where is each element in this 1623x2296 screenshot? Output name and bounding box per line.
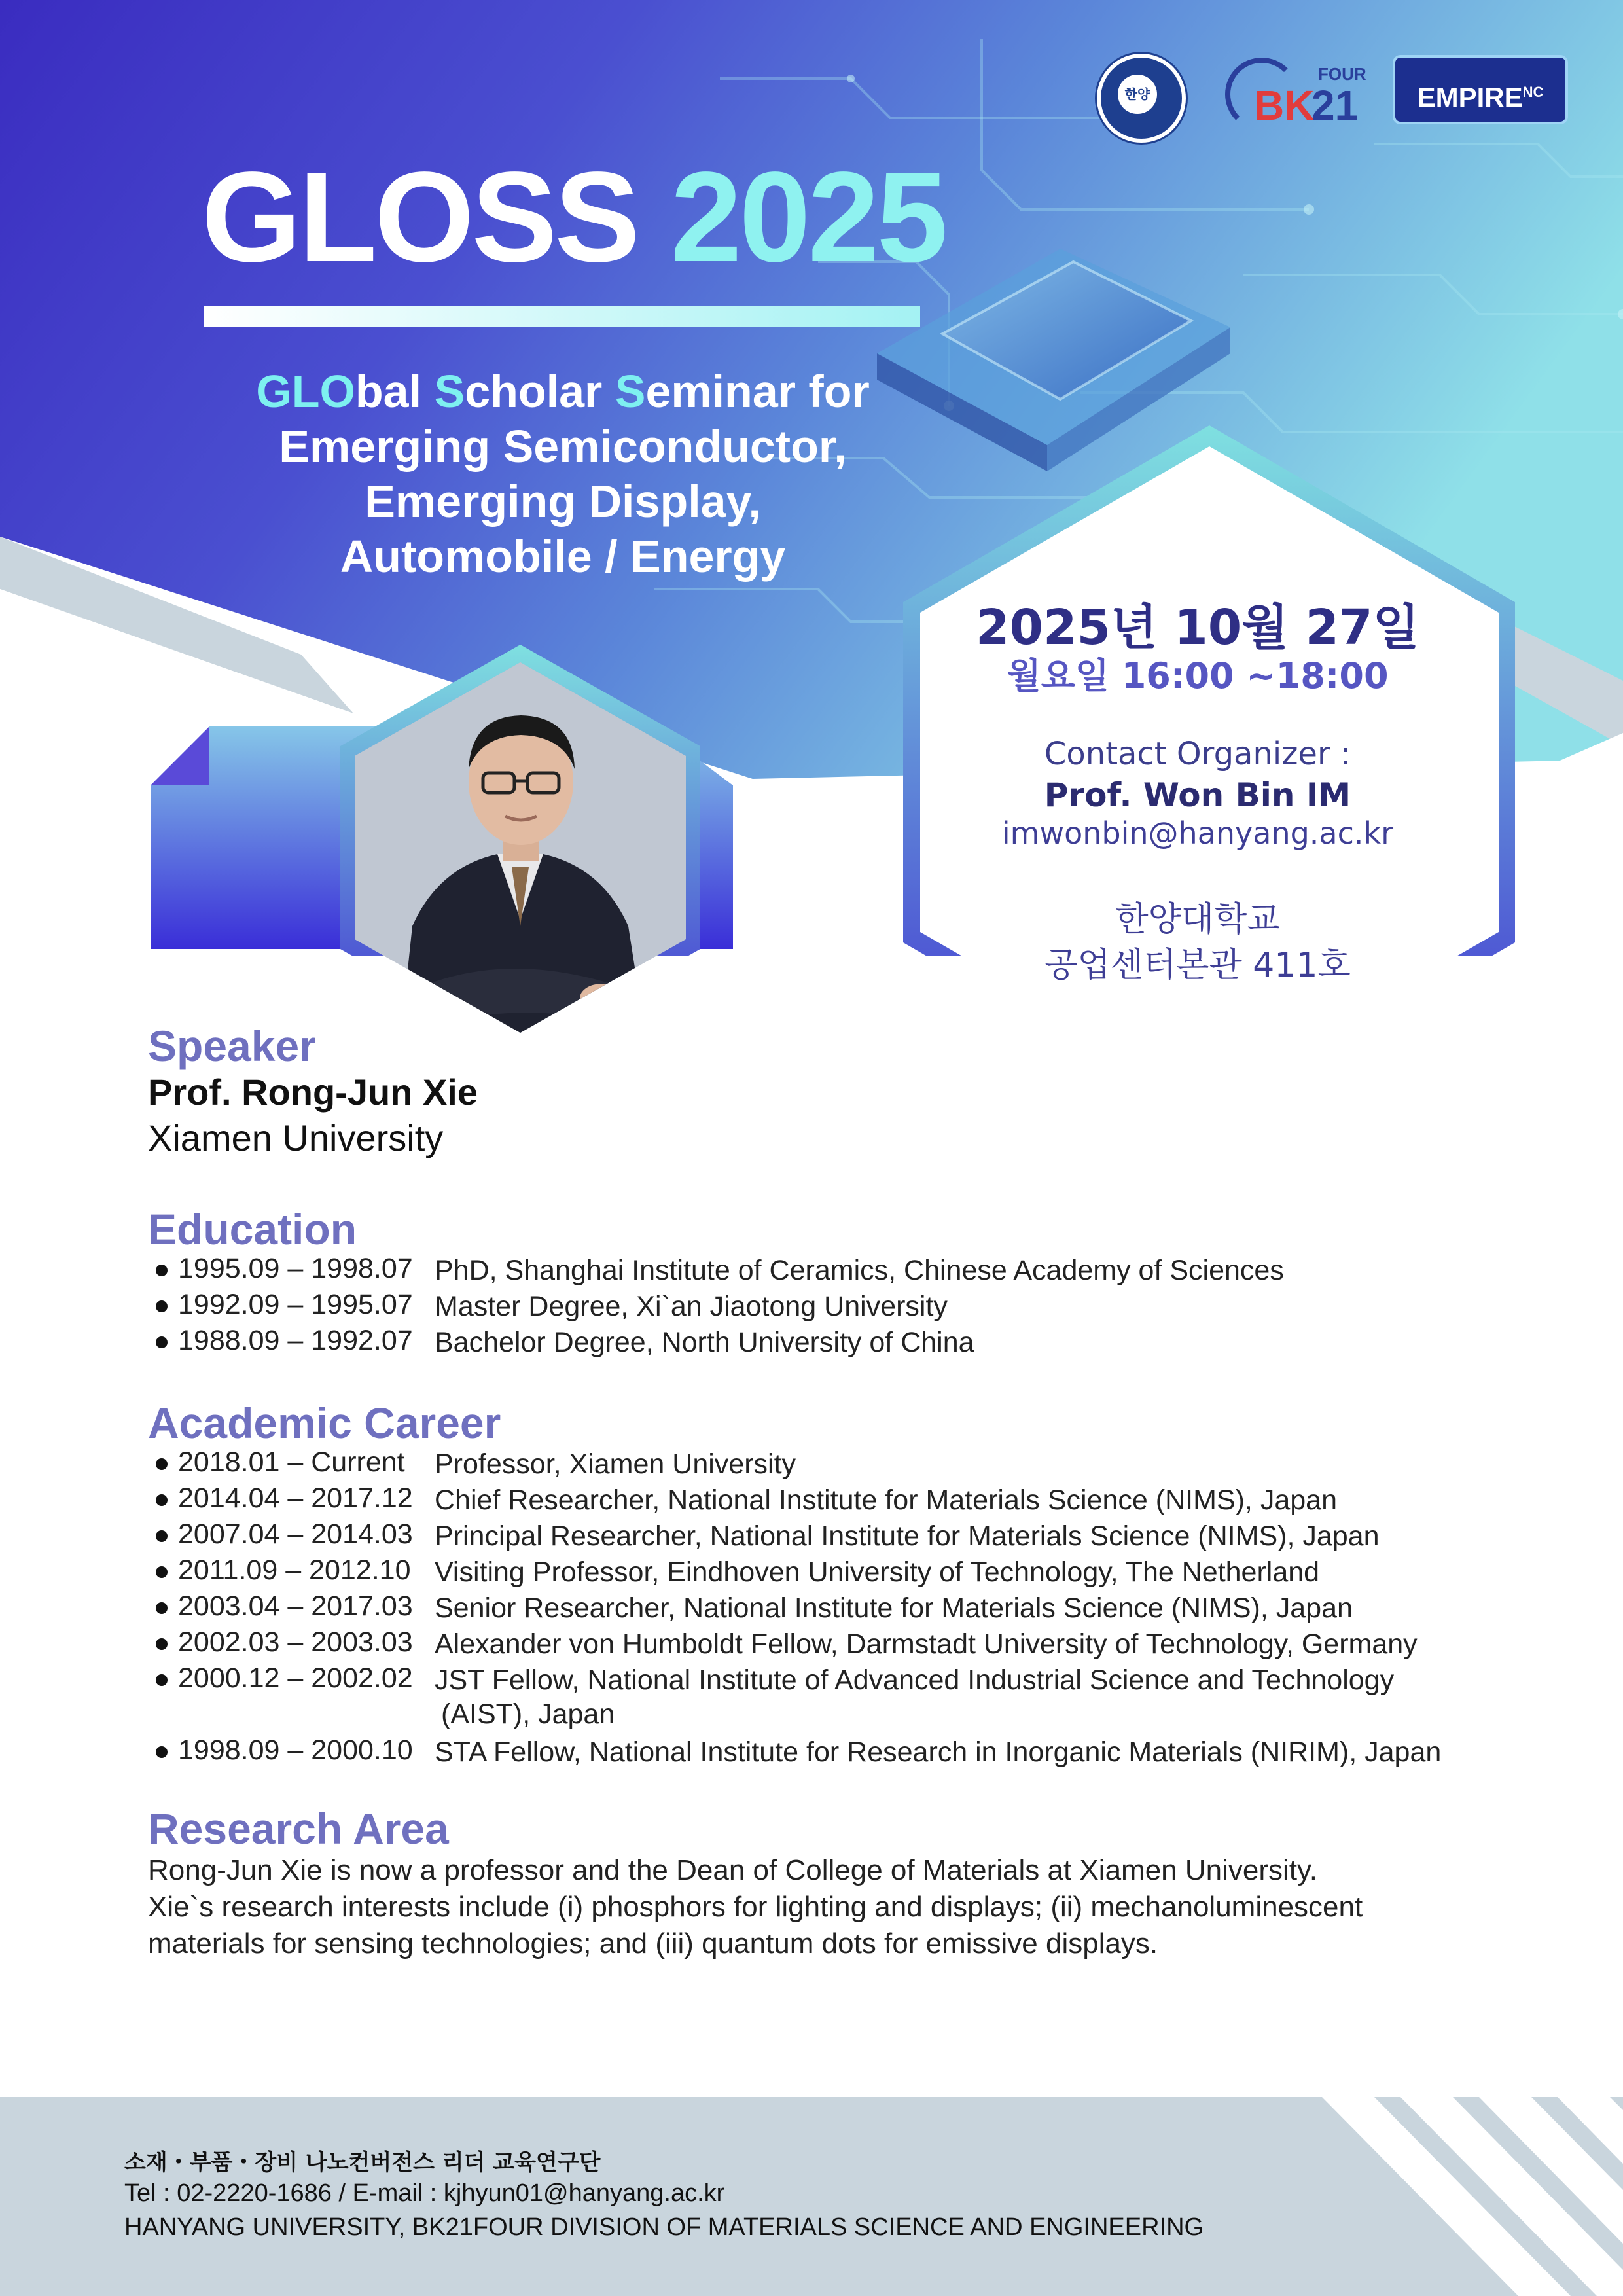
item-date: 1988.09 – 1992.07 bbox=[178, 1325, 413, 1356]
subtitle-line-4: Automobile / Energy bbox=[340, 531, 786, 582]
item-desc: Chief Researcher, National Institute for Materials Science (NIMS), Japan bbox=[435, 1484, 1337, 1516]
bullet-icon bbox=[156, 1458, 168, 1470]
list-item bbox=[152, 1518, 1605, 1554]
subtitle-highlight: GLO bbox=[256, 366, 355, 417]
bullet-icon bbox=[156, 1638, 168, 1650]
research-line-2: Xie`s research interests include (i) phosphors for lighting and displays; (ii) mechanoluminescent bbox=[148, 1891, 1363, 1923]
bullet-icon bbox=[156, 1265, 168, 1276]
event-title bbox=[202, 145, 946, 289]
research-description bbox=[148, 1852, 1601, 1962]
career-heading: Academic Career bbox=[148, 1399, 501, 1447]
contact-email: imwonbin@hanyang.ac.kr bbox=[1001, 816, 1394, 851]
item-desc: PhD, Shanghai Institute of Ceramics, Chinese Academy of Sciences bbox=[435, 1255, 1284, 1286]
item-date: 2003.04 – 2017.03 bbox=[178, 1590, 413, 1622]
item-date: 1995.09 – 1998.07 bbox=[178, 1253, 413, 1284]
item-date: 2000.12 – 2002.02 bbox=[178, 1662, 413, 1694]
item-date: 2018.01 – Current bbox=[178, 1446, 405, 1478]
career-list bbox=[152, 1446, 1605, 1770]
subtitle-line-1 bbox=[183, 364, 942, 419]
speaker-heading: Speaker bbox=[148, 1022, 316, 1070]
event-subtitle bbox=[183, 364, 942, 584]
research-line-3: materials for sensing technologies; and (iii) quantum dots for emissive displays. bbox=[148, 1928, 1158, 1960]
empire-nc-logo bbox=[1393, 55, 1568, 124]
bk21-four-text: FOUR bbox=[1318, 64, 1366, 84]
venue-line-2: 공업센터본관 411호 bbox=[1044, 946, 1351, 985]
list-item bbox=[152, 1554, 1605, 1590]
education-list bbox=[152, 1253, 1605, 1361]
item-desc: Bachelor Degree, North University of China bbox=[435, 1327, 974, 1358]
title-underline bbox=[204, 306, 920, 327]
list-item bbox=[152, 1325, 1605, 1361]
event-date: 2025년 10월 27일 bbox=[976, 600, 1419, 656]
bk21-bk-text: BK bbox=[1254, 82, 1315, 129]
empire-sup: NC bbox=[1522, 84, 1544, 100]
list-item bbox=[152, 1482, 1605, 1518]
item-desc: Master Degree, Xi`an Jiaotong University bbox=[435, 1291, 948, 1322]
list-item bbox=[152, 1253, 1605, 1289]
bullet-icon bbox=[156, 1674, 168, 1686]
bullet-icon bbox=[156, 1566, 168, 1578]
title-word-gloss: GLOSS bbox=[202, 145, 638, 289]
footer-organization: 소재・부품・장비 나노컨버전스 리더 교육연구단 bbox=[124, 2149, 601, 2176]
bullet-icon bbox=[156, 1494, 168, 1506]
education-heading: Education bbox=[148, 1205, 357, 1253]
contact-name: Prof. Won Bin IM bbox=[1044, 776, 1351, 814]
speaker-portrait bbox=[340, 645, 700, 1050]
bullet-icon bbox=[156, 1746, 168, 1758]
item-date: 1992.09 – 1995.07 bbox=[178, 1289, 413, 1320]
item-desc: JST Fellow, National Institute of Advanced Industrial Science and Technology bbox=[435, 1664, 1395, 1696]
item-date: 2002.03 – 2003.03 bbox=[178, 1626, 413, 1658]
subtitle-text: bal bbox=[355, 366, 435, 417]
bullet-icon bbox=[156, 1602, 168, 1614]
item-desc: Principal Researcher, National Institute for Materials Science (NIMS), Japan bbox=[435, 1520, 1380, 1552]
list-item bbox=[152, 1734, 1605, 1770]
research-heading: Research Area bbox=[148, 1804, 449, 1853]
item-desc: STA Fellow, National Institute for Research in Inorganic Materials (NIRIM), Japan bbox=[435, 1736, 1442, 1768]
bk21-four-logo bbox=[1219, 52, 1366, 131]
list-item bbox=[152, 1626, 1605, 1662]
bullet-icon bbox=[156, 1530, 168, 1542]
list-item bbox=[152, 1590, 1605, 1626]
subtitle-text: cholar bbox=[465, 366, 615, 417]
contact-label: Contact Organizer : bbox=[1044, 736, 1351, 772]
bullet-icon bbox=[156, 1336, 168, 1348]
footer-contact: Tel : 02-2220-1686 / E-mail : kjhyun01@hanyang.ac.kr bbox=[124, 2179, 725, 2207]
item-desc-continued: (AIST), Japan bbox=[441, 1698, 615, 1730]
item-date: 2011.09 – 2012.10 bbox=[178, 1554, 411, 1586]
speaker-name: Prof. Rong-Jun Xie bbox=[148, 1071, 478, 1113]
list-item bbox=[152, 1289, 1605, 1325]
subtitle-line-2: Emerging Semiconductor, bbox=[279, 421, 847, 472]
speaker-affiliation: Xiamen University bbox=[148, 1117, 444, 1158]
item-desc: Visiting Professor, Eindhoven University of Technology, The Netherland bbox=[435, 1556, 1320, 1588]
subtitle-line-3: Emerging Display, bbox=[365, 476, 761, 527]
list-item bbox=[152, 1446, 1605, 1482]
event-time: 월요일 16:00 ~18:00 bbox=[1007, 655, 1389, 696]
item-date: 2007.04 – 2014.03 bbox=[178, 1518, 413, 1550]
research-line-1: Rong-Jun Xie is now a professor and the Dean of College of Materials at Xiamen University. bbox=[148, 1854, 1317, 1886]
subtitle-text: eminar for bbox=[645, 366, 870, 417]
list-item bbox=[152, 1662, 1605, 1734]
item-desc: Senior Researcher, National Institute for Materials Science (NIMS), Japan bbox=[435, 1592, 1353, 1624]
bullet-icon bbox=[156, 1300, 168, 1312]
subtitle-highlight: S bbox=[615, 366, 646, 417]
title-word-year: 2025 bbox=[670, 145, 946, 289]
venue-line-1: 한양대학교 bbox=[1115, 900, 1280, 939]
empire-label: EMPIRE bbox=[1417, 82, 1523, 113]
item-desc: Alexander von Humboldt Fellow, Darmstadt University of Technology, Germany bbox=[435, 1628, 1418, 1660]
footer-department: HANYANG UNIVERSITY, BK21FOUR DIVISION OF MATERIALS SCIENCE AND ENGINEERING bbox=[124, 2214, 1204, 2241]
seal-text: 한양 bbox=[1118, 75, 1157, 114]
item-desc: Professor, Xiamen University bbox=[435, 1448, 796, 1480]
bk21-number-text: 21 bbox=[1311, 82, 1359, 129]
hanyang-university-seal-logo bbox=[1097, 54, 1186, 143]
item-date: 1998.09 – 2000.10 bbox=[178, 1734, 413, 1766]
subtitle-highlight: S bbox=[434, 366, 465, 417]
item-date: 2014.04 – 2017.12 bbox=[178, 1482, 413, 1514]
